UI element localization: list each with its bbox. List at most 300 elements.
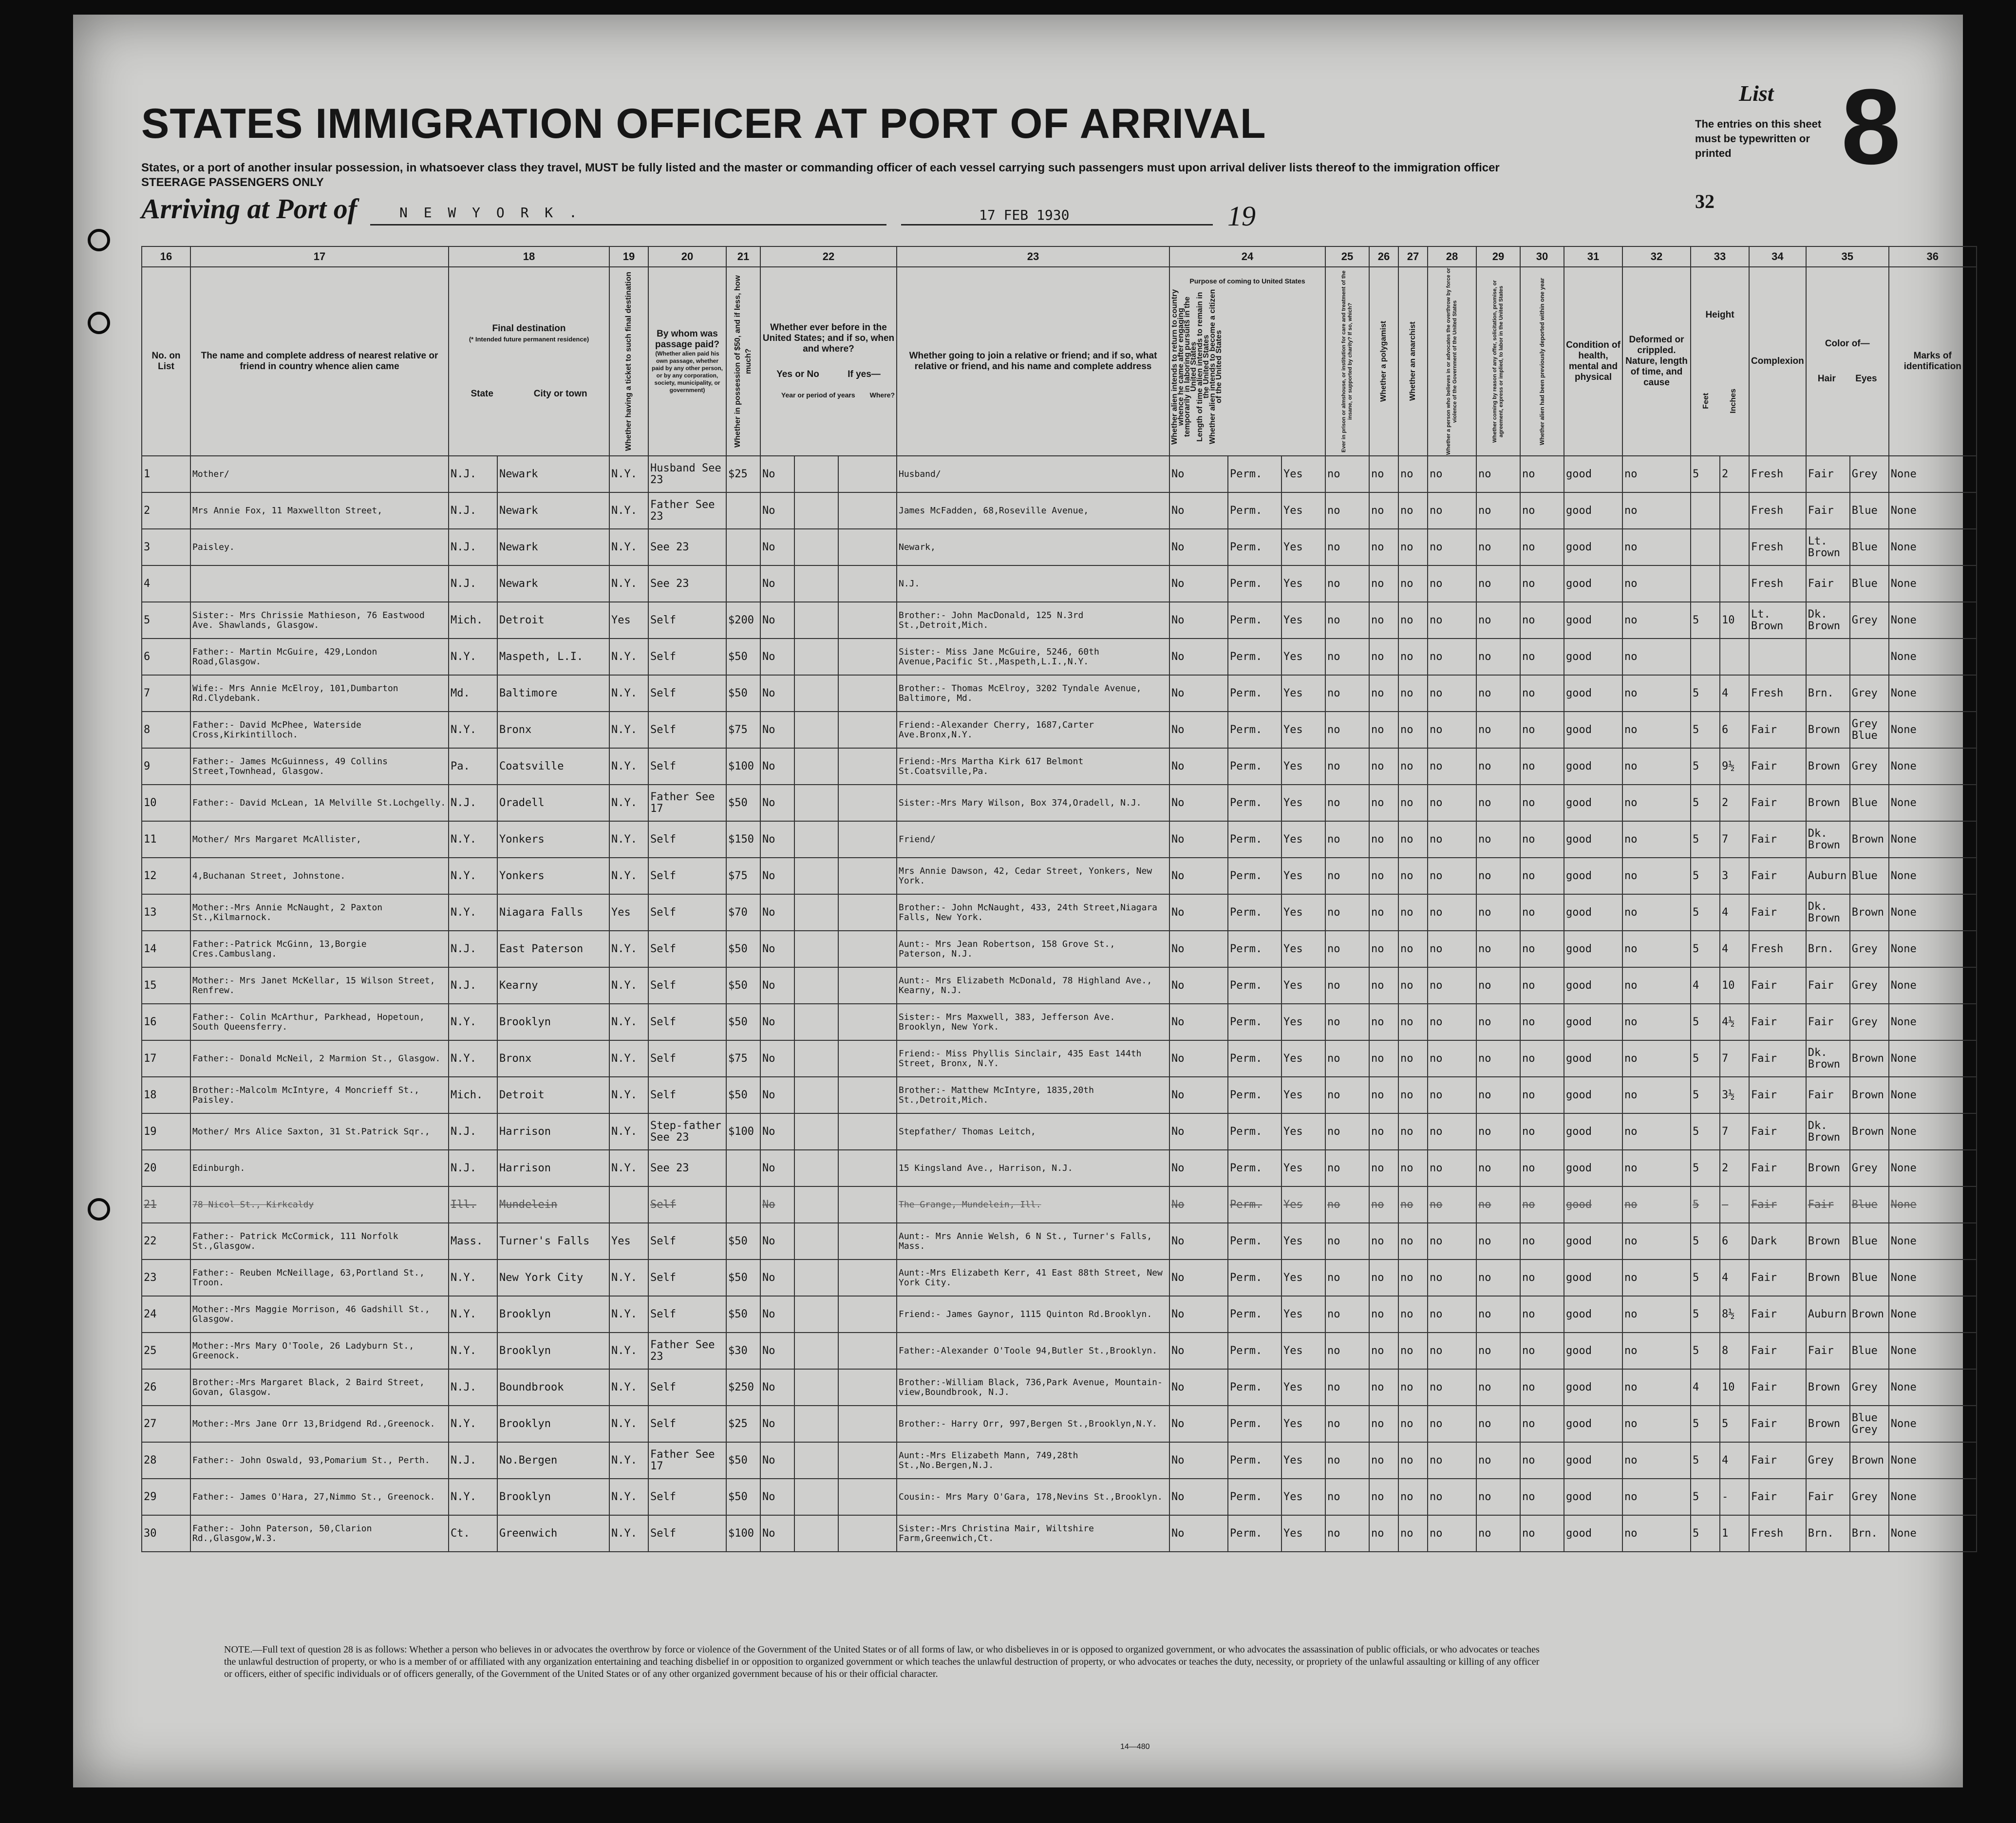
cell-dest-city: Boundbrook [497,1369,609,1406]
cell-deported: no [1520,1406,1564,1442]
punch-hole-ring [88,229,110,251]
cell-ticket: N.Y. [609,931,648,967]
cell-q28: no [1428,565,1476,602]
cell-before-period [794,931,838,967]
cell-hair-color: Brn. [1806,1515,1850,1552]
cell-return-intent: No [1169,1004,1228,1040]
cell-list-number: 2 [142,492,190,529]
cell-hair-color: Grey [1806,1442,1850,1479]
table-row [142,492,1977,529]
cell-complexion: Fair [1749,785,1806,821]
cell-ticket: N.Y. [609,1040,648,1077]
cell-marks: None [1889,1113,1977,1150]
cell-before-where [838,1077,897,1113]
cell-height-feet: 5 [1691,1113,1720,1150]
cell-health: good [1564,1296,1622,1333]
cell-before-where [838,1259,897,1296]
cell-height-inches: 10 [1720,1369,1749,1406]
cell-dest-city: Bronx [497,1040,609,1077]
cell-health: good [1564,1442,1622,1479]
cell-dest-city: Niagara Falls [497,894,609,931]
column-header-row [142,267,1977,456]
cell-complexion: Fair [1749,894,1806,931]
cell-before-period [794,748,838,785]
cell-dest-city: Brooklyn [497,1296,609,1333]
cell-length-stay: Perm. [1228,931,1281,967]
cell-prison: no [1325,675,1369,712]
cell-citizen-intent: Yes [1281,1186,1325,1223]
cell-dest-state: N.Y. [449,1406,497,1442]
cell-marks: None [1889,1442,1977,1479]
cell-height-feet: 5 [1691,858,1720,894]
table-row [142,529,1977,565]
cell-anarchist: no [1398,456,1428,492]
cell-citizen-intent: Yes [1281,1077,1325,1113]
header-deformed: Deformed or crippled. Nature, length of time, and cause [1622,267,1691,456]
cell-before-in-us: No [760,821,794,858]
cell-citizen-intent: Yes [1281,821,1325,858]
cell-eye-color: Grey [1850,675,1889,712]
cell-hair-color: Brown [1806,1406,1850,1442]
cell-complexion: Dark [1749,1223,1806,1259]
cell-prison: no [1325,931,1369,967]
cell-list-number: 13 [142,894,190,931]
cell-polygamist: no [1369,785,1398,821]
cell-nearest-relative: Father:- John Oswald, 93,Pomarium St., Perth. [190,1442,449,1479]
cell-ticket: N.Y. [609,1150,648,1186]
cell-hair-color: Auburn [1806,1296,1850,1333]
cell-anarchist: no [1398,565,1428,602]
cell-marks: None [1889,565,1977,602]
cell-marks: None [1889,858,1977,894]
cell-polygamist: no [1369,967,1398,1004]
table-row [142,1515,1977,1552]
cell-ticket: N.Y. [609,456,648,492]
cell-hair-color: Lt. Brown [1806,529,1850,565]
cell-height-feet: 5 [1691,1259,1720,1296]
header-joining: Whether going to join a relative or friend; and if so, what relative or friend, and his name and complete address [897,267,1169,456]
header-if-yes: If yes— [848,369,881,379]
cell-ticket: Yes [609,894,648,931]
cell-nearest-relative: Mother:-Mrs Jane Orr 13,Bridgend Rd.,Greenock. [190,1406,449,1442]
cell-health: good [1564,931,1622,967]
cell-dest-state: N.Y. [449,1479,497,1515]
final-destination-note: (* Intended future permanent residence) [469,336,589,343]
table-row [142,1150,1977,1186]
cell-before-where [838,748,897,785]
cell-length-stay: Perm. [1228,529,1281,565]
header-final-destination [449,267,609,456]
table-row [142,602,1977,639]
cell-eye-color: Brown [1850,1296,1889,1333]
cell-labor-offer: no [1476,456,1520,492]
cell-length-stay: Perm. [1228,748,1281,785]
cell-height-feet: 5 [1691,1442,1720,1479]
cell-height-feet: 5 [1691,785,1720,821]
cell-dest-city: Harrison [497,1113,609,1150]
cell-before-period [794,1296,838,1333]
cell-q28: no [1428,1259,1476,1296]
cell-deformed: no [1622,1040,1691,1077]
cell-dest-state: N.Y. [449,712,497,748]
cell-polygamist: no [1369,1479,1398,1515]
cell-dest-city: Brooklyn [497,1333,609,1369]
cell-deported: no [1520,1223,1564,1259]
table-row [142,1369,1977,1406]
cell-hair-color: Fair [1806,456,1850,492]
header-labor-offer: Whether coming by reason of any offer, solicitation, promise, or agreement, express or implied, to labor in the United States [1476,267,1520,456]
cell-passage-paid: Self [648,1259,726,1296]
cell-before-period [794,1150,838,1186]
cell-height-feet: 5 [1691,602,1720,639]
cell-prison: no [1325,1186,1369,1223]
cell-complexion: Fair [1749,1406,1806,1442]
cell-return-intent: No [1169,1040,1228,1077]
cell-return-intent: No [1169,1479,1228,1515]
cell-height-feet: 5 [1691,1223,1720,1259]
before-in-us-label: Whether ever before in the United States; and if so, when and where? [762,322,895,354]
cell-money: $75 [726,858,760,894]
table-row [142,1077,1977,1113]
cell-complexion: Fair [1749,1296,1806,1333]
cell-complexion: Fair [1749,1259,1806,1296]
cell-complexion: Fresh [1749,529,1806,565]
cell-hair-color: Brn. [1806,675,1850,712]
cell-dest-city: Detroit [497,1077,609,1113]
cell-complexion: Fresh [1749,456,1806,492]
cell-citizen-intent: Yes [1281,1296,1325,1333]
cell-before-period [794,529,838,565]
cell-passage-paid: Step-father See 23 [648,1113,726,1150]
cell-height-inches: 3½ [1720,1077,1749,1113]
cell-polygamist: no [1369,456,1398,492]
cell-q28: no [1428,1333,1476,1369]
cell-dest-city: East Paterson [497,931,609,967]
col-num-30: 30 [1520,246,1564,267]
header-eyes: Eyes [1855,374,1877,384]
cell-list-number: 9 [142,748,190,785]
cell-q28: no [1428,1442,1476,1479]
cell-length-stay: Perm. [1228,1186,1281,1223]
cell-before-period [794,602,838,639]
cell-money: $100 [726,1113,760,1150]
cell-complexion: Fresh [1749,492,1806,529]
instructions-text: States, or a port of another insular possession, in whatsoever class they travel, MUST be fully listed and the master or commanding officer of each vessel carrying such passengers must upon arrival deliver lists thereof to the immigration officer [141,161,1500,174]
cell-height-feet: 5 [1691,1333,1720,1369]
cell-before-period [794,967,838,1004]
cell-return-intent: No [1169,712,1228,748]
cell-citizen-intent: Yes [1281,1150,1325,1186]
cell-deformed: no [1622,639,1691,675]
cell-q28: no [1428,456,1476,492]
cell-list-number: 18 [142,1077,190,1113]
cell-health: good [1564,1333,1622,1369]
cell-joining: Friend/ [897,821,1169,858]
cell-anarchist: no [1398,1004,1428,1040]
cell-q28: no [1428,1077,1476,1113]
col-num-36: 36 [1889,246,1977,267]
cell-deformed: no [1622,1369,1691,1406]
cell-marks: None [1889,931,1977,967]
footnote: NOTE.—Full text of question 28 is as follows: Whether a person who believes in or advocates the overthrow by force or violence of the Government of the United States or of all forms of law, or who disbelieves in or is opposed to organized government, or who advocates the assassination of public officials, or who advocates or teaches the unlawful destruction of property, or who is a member of or affiliated with any organization entertaining and teaching disbelief in or opposition to organized government or which teaches the unlawful destruction of property, or who advocates or teaches the duty, necessity, or propriety of the unlawful assaulting or killing of any officer or officers, either of specific individuals or of officers generally, of the Government of the United States or of any other organized government because of his or their official character. [224,1644,1540,1679]
cell-before-in-us: No [760,1406,794,1442]
cell-polygamist: no [1369,1004,1398,1040]
cell-labor-offer: no [1476,1296,1520,1333]
cell-height-inches: 10 [1720,602,1749,639]
cell-polygamist: no [1369,1113,1398,1150]
cell-deformed: no [1622,456,1691,492]
cell-before-in-us: No [760,1077,794,1113]
cell-before-in-us: No [760,675,794,712]
cell-list-number: 25 [142,1333,190,1369]
cell-joining: Sister:- Miss Jane McGuire, 5246, 60th Avenue,Pacific St.,Maspeth,L.I.,N.Y. [897,639,1169,675]
cell-polygamist: no [1369,712,1398,748]
cell-polygamist: no [1369,565,1398,602]
cell-deformed: no [1622,1333,1691,1369]
cell-height-inches [1720,565,1749,602]
cell-labor-offer: no [1476,675,1520,712]
cell-money: $50 [726,1077,760,1113]
cell-prison: no [1325,785,1369,821]
cell-list-number: 21 [142,1186,190,1223]
cell-money: $25 [726,1406,760,1442]
cell-q28: no [1428,1406,1476,1442]
cell-polygamist: no [1369,858,1398,894]
cell-passage-paid: See 23 [648,565,726,602]
cell-before-in-us: No [760,456,794,492]
cell-money: $50 [726,1296,760,1333]
cell-marks: None [1889,1369,1977,1406]
cell-anarchist: no [1398,1479,1428,1515]
cell-q28: no [1428,1369,1476,1406]
cell-length-stay: Perm. [1228,1040,1281,1077]
cell-hair-color [1806,639,1850,675]
cell-anarchist: no [1398,967,1428,1004]
cell-eye-color: Grey [1850,967,1889,1004]
cell-q28: no [1428,1479,1476,1515]
cell-marks: None [1889,785,1977,821]
cell-height-feet: 5 [1691,1406,1720,1442]
cell-ticket: N.Y. [609,1004,648,1040]
cell-q28: no [1428,931,1476,967]
header-yes-no: Yes or No [776,369,819,379]
cell-list-number: 11 [142,821,190,858]
cell-hair-color: Brn. [1806,931,1850,967]
cell-length-stay: Perm. [1228,1077,1281,1113]
cell-labor-offer: no [1476,492,1520,529]
cell-nearest-relative: Sister:- Mrs Chrissie Mathieson, 76 Eastwood Ave. Shawlands, Glasgow. [190,602,449,639]
col-num-21: 21 [726,246,760,267]
cell-ticket: N.Y. [609,1296,648,1333]
cell-anarchist: no [1398,529,1428,565]
cell-length-stay: Perm. [1228,894,1281,931]
table-row [142,456,1977,492]
cell-health: good [1564,821,1622,858]
cell-deported: no [1520,1113,1564,1150]
cell-dest-state: Mich. [449,602,497,639]
cell-return-intent: No [1169,1223,1228,1259]
cell-passage-paid: Self [648,821,726,858]
cell-eye-color: Grey [1850,1150,1889,1186]
cell-before-where [838,1479,897,1515]
cell-length-stay: Perm. [1228,639,1281,675]
cell-prison: no [1325,1077,1369,1113]
header-color [1806,267,1889,456]
cell-money [726,492,760,529]
cell-height-inches [1720,529,1749,565]
cell-height-feet: 4 [1691,1369,1720,1406]
cell-before-period [794,894,838,931]
cell-marks: None [1889,602,1977,639]
cell-passage-paid: Self [648,1369,726,1406]
cell-labor-offer: no [1476,1479,1520,1515]
cell-polygamist: no [1369,529,1398,565]
cell-prison: no [1325,1369,1369,1406]
table-row [142,931,1977,967]
cell-hair-color: Fair [1806,565,1850,602]
cell-before-where [838,1223,897,1259]
cell-before-where [838,1406,897,1442]
cell-nearest-relative: Brother:-Malcolm McIntyre, 4 Moncrieff St., Paisley. [190,1077,449,1113]
cell-before-where [838,456,897,492]
manifest-table [141,246,1977,1552]
cell-joining: Brother:- John McNaught, 433, 24th Street,Niagara Falls, New York. [897,894,1169,931]
cell-health: good [1564,565,1622,602]
cell-ticket: N.Y. [609,821,648,858]
sheet-number: 32 [1695,190,1715,212]
cell-dest-city: Brooklyn [497,1004,609,1040]
cell-citizen-intent: Yes [1281,1113,1325,1150]
col-num-16: 16 [142,246,190,267]
form-number: 14—480 [1120,1743,1150,1751]
header-before-in-us [760,267,897,456]
cell-complexion: Fair [1749,1150,1806,1186]
cell-before-where [838,492,897,529]
cell-polygamist: no [1369,492,1398,529]
cell-labor-offer: no [1476,894,1520,931]
header-passage-paid [648,267,726,456]
cell-list-number: 8 [142,712,190,748]
cell-height-feet: 5 [1691,712,1720,748]
cell-before-in-us: No [760,931,794,967]
cell-dest-city: Newark [497,492,609,529]
cell-labor-offer: no [1476,1223,1520,1259]
cell-polygamist: no [1369,602,1398,639]
cell-health: good [1564,967,1622,1004]
cell-height-inches: 3 [1720,858,1749,894]
cell-prison: no [1325,1150,1369,1186]
cell-q28: no [1428,1186,1476,1223]
cell-ticket: N.Y. [609,748,648,785]
cell-health: good [1564,712,1622,748]
cell-anarchist: no [1398,1150,1428,1186]
cell-height-inches: 4 [1720,675,1749,712]
cell-eye-color: Grey [1850,931,1889,967]
cell-dest-city: Detroit [497,602,609,639]
cell-before-in-us: No [760,1150,794,1186]
cell-anarchist: no [1398,675,1428,712]
arrival-date: 17 FEB 1930 [979,207,1070,223]
cell-labor-offer: no [1476,1515,1520,1552]
cell-length-stay: Perm. [1228,785,1281,821]
cell-return-intent: No [1169,529,1228,565]
color-subheads [1808,374,1887,384]
cell-return-intent: No [1169,748,1228,785]
cell-dest-state: N.Y. [449,639,497,675]
cell-prison: no [1325,748,1369,785]
cell-length-stay: Perm. [1228,565,1281,602]
cell-dest-state: Ct. [449,1515,497,1552]
year-label: 19 [1227,200,1256,232]
cell-nearest-relative: Mother/ [190,456,449,492]
cell-before-where [838,1186,897,1223]
cell-deformed: no [1622,712,1691,748]
cell-deformed: no [1622,1515,1691,1552]
cell-money: $100 [726,1515,760,1552]
cell-citizen-intent: Yes [1281,1040,1325,1077]
cell-nearest-relative [190,565,449,602]
cell-list-number: 20 [142,1150,190,1186]
cell-height-feet: 5 [1691,748,1720,785]
cell-health: good [1564,602,1622,639]
header-state: State [471,389,493,399]
cell-q28: no [1428,1150,1476,1186]
cell-dest-city: Maspeth, L.I. [497,639,609,675]
cell-nearest-relative: Father:-Patrick McGinn, 13,Borgie Cres.Cambuslang. [190,931,449,967]
cell-deported: no [1520,1259,1564,1296]
cell-marks: None [1889,456,1977,492]
cell-nearest-relative: Father:- David McPhee, Waterside Cross,Kirkintilloch. [190,712,449,748]
cell-anarchist: no [1398,639,1428,675]
cell-nearest-relative: Father:- Martin McGuire, 429,London Road,Glasgow. [190,639,449,675]
cell-dest-state: N.J. [449,1369,497,1406]
cell-eye-color: Brown [1850,1113,1889,1150]
cell-citizen-intent: Yes [1281,456,1325,492]
cell-citizen-intent: Yes [1281,931,1325,967]
cell-dest-state: Md. [449,675,497,712]
cell-eye-color: Blue [1850,529,1889,565]
cell-length-stay: Perm. [1228,1150,1281,1186]
port-underline [370,224,886,226]
cell-list-number: 17 [142,1040,190,1077]
header-q28: Whether a person who believes in or advocates the overthrow by force or violence of the Government of the United States [1428,267,1476,456]
col-num-32: 32 [1622,246,1691,267]
cell-health: good [1564,456,1622,492]
cell-deported: no [1520,748,1564,785]
cell-height-inches: 7 [1720,821,1749,858]
cell-nearest-relative: Mother:- Mrs Janet McKellar, 15 Wilson Street, Renfrew. [190,967,449,1004]
cell-deported: no [1520,529,1564,565]
header-marks: Marks of identification [1889,267,1977,456]
cell-length-stay: Perm. [1228,858,1281,894]
cell-polygamist: no [1369,894,1398,931]
cell-deported: no [1520,1479,1564,1515]
cell-hair-color: Brown [1806,1259,1850,1296]
cell-length-stay: Perm. [1228,1333,1281,1369]
list-number: 8 [1841,67,1901,187]
cell-hair-color: Fair [1806,492,1850,529]
cell-eye-color: Blue [1850,492,1889,529]
cell-prison: no [1325,858,1369,894]
table-row [142,1186,1977,1223]
cell-health: good [1564,1150,1622,1186]
cell-polygamist: no [1369,1369,1398,1406]
cell-before-where [838,1113,897,1150]
cell-return-intent: No [1169,1259,1228,1296]
cell-anarchist: no [1398,492,1428,529]
cell-dest-city: New York City [497,1259,609,1296]
cell-before-period [794,1186,838,1223]
